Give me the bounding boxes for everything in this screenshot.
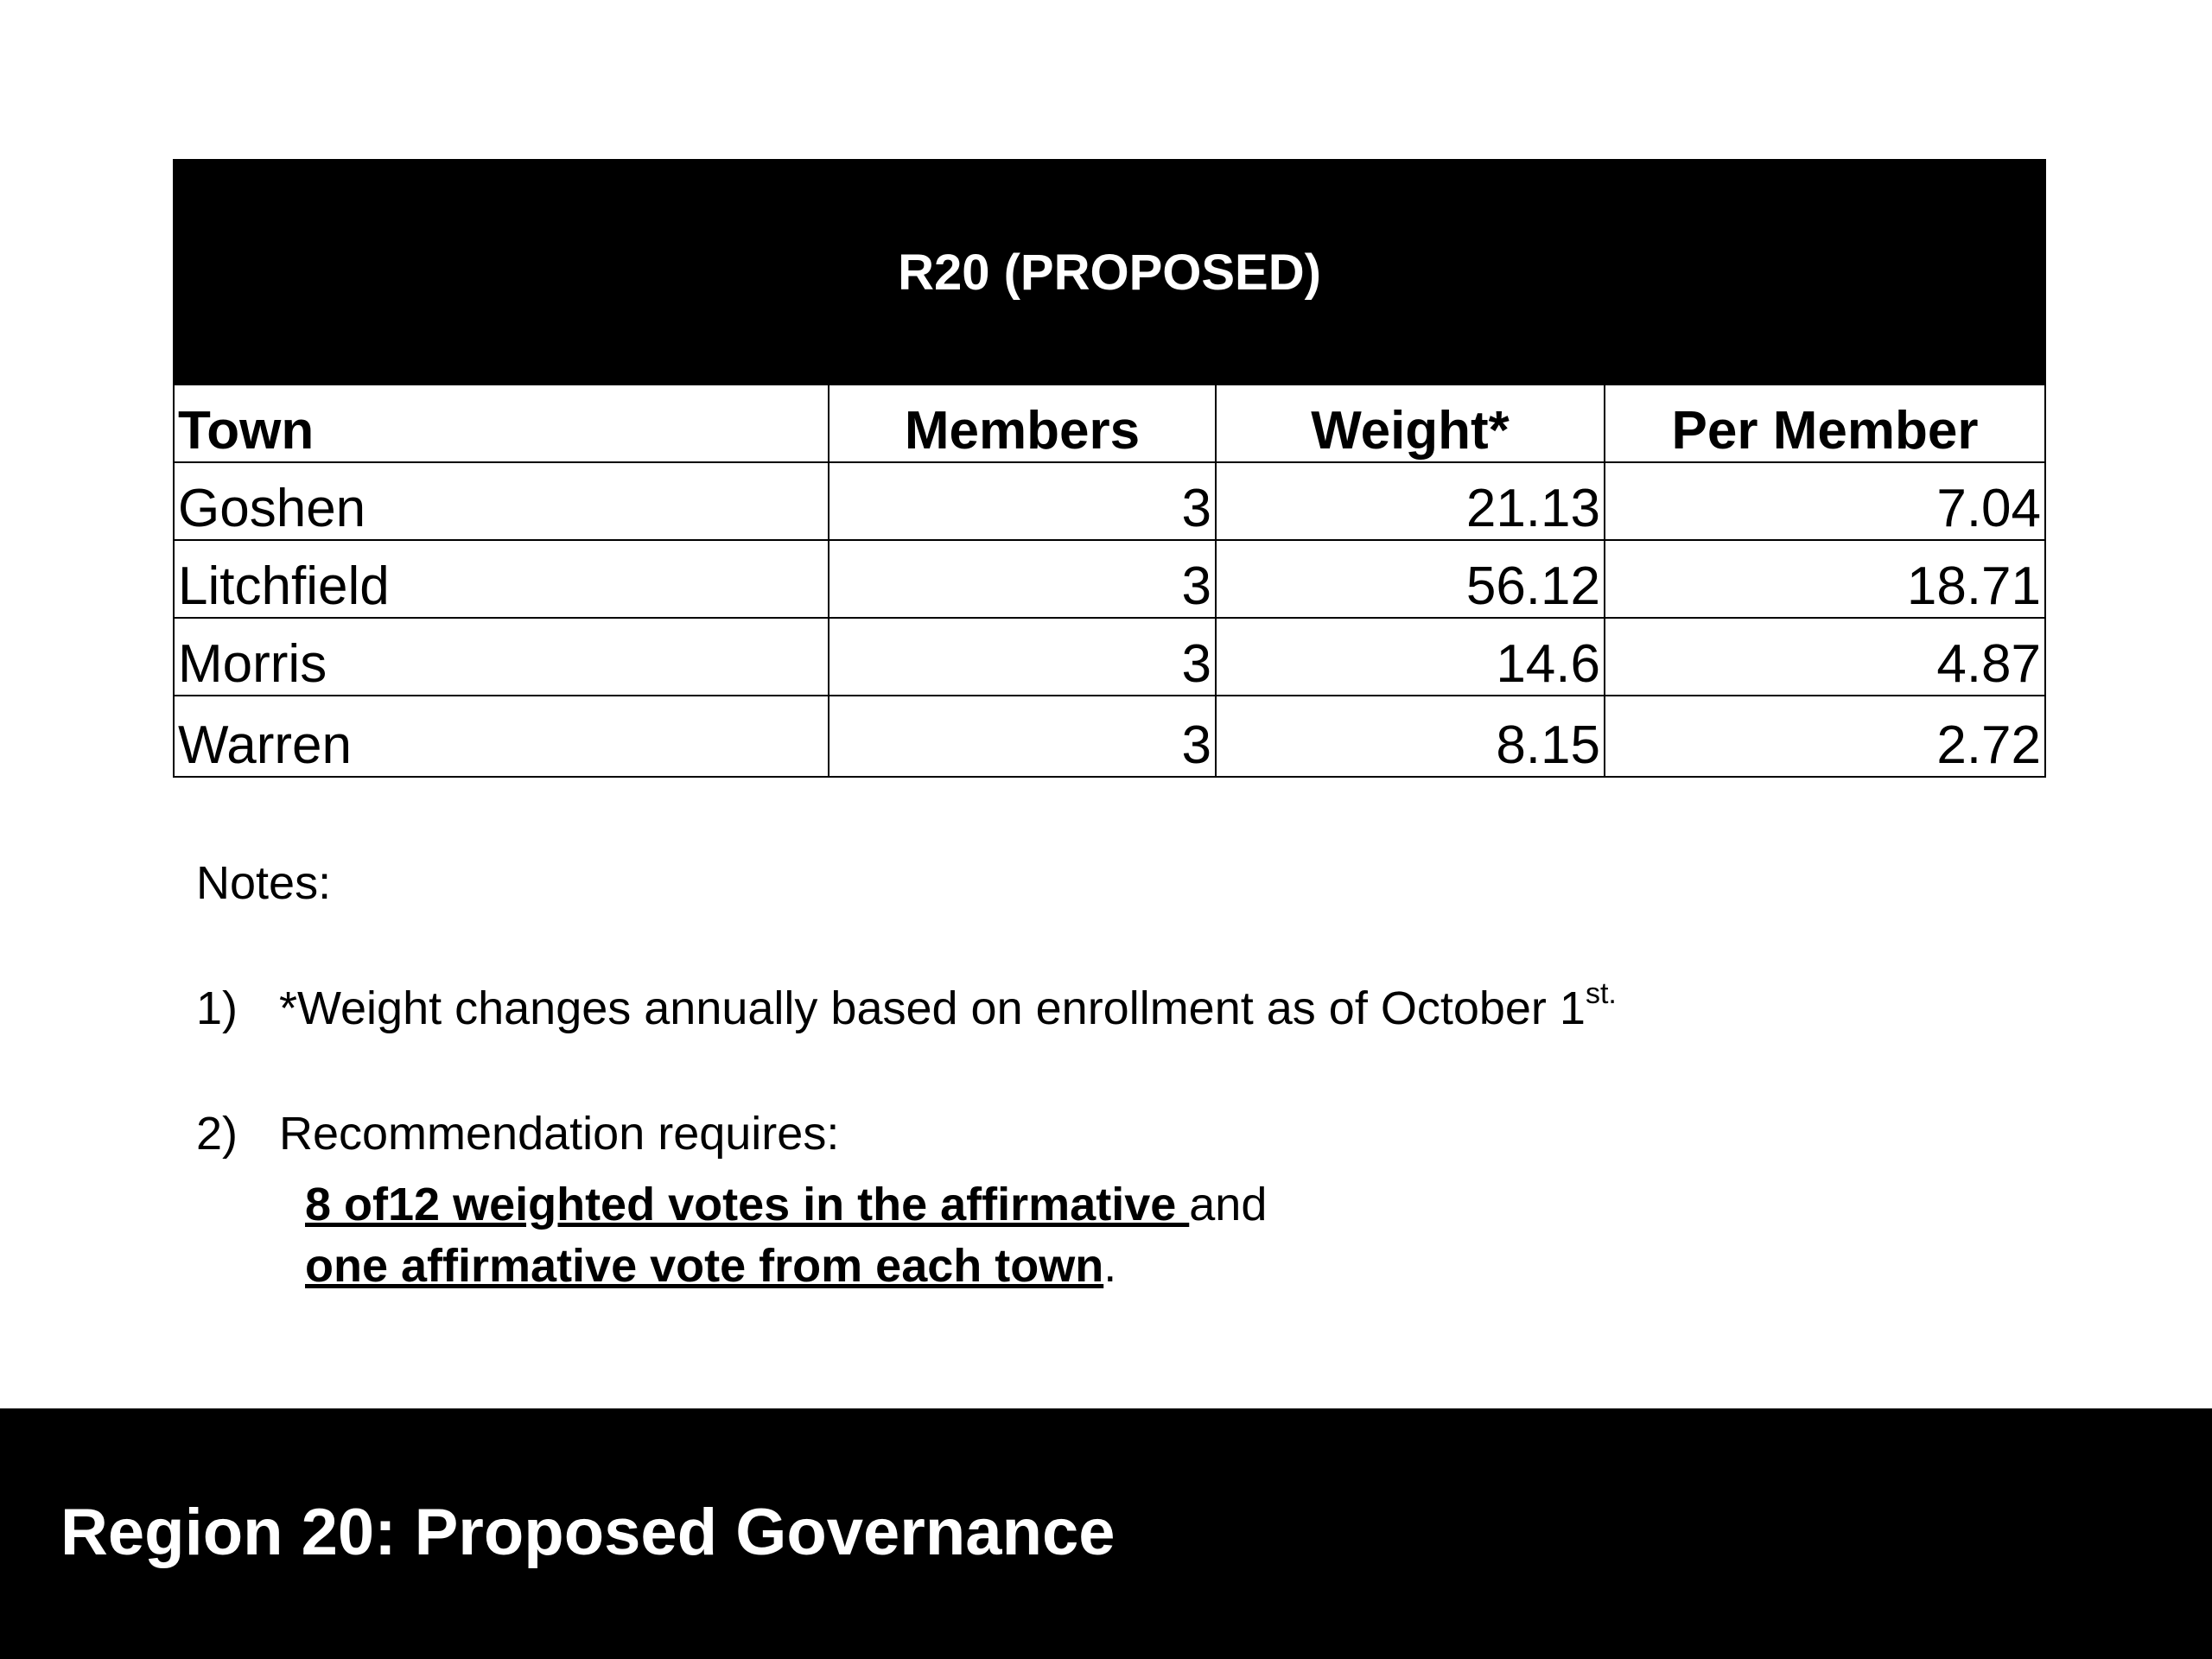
note-number: 2) xyxy=(196,1107,238,1160)
table-title: R20 (PROPOSED) xyxy=(174,160,2045,385)
table-header-row xyxy=(174,385,2045,462)
note-text: *Weight changes annually based on enrollment as of October 1 xyxy=(279,982,1586,1034)
cell-per-member: 18.71 xyxy=(1605,540,2045,618)
cell-per-member: 2.72 xyxy=(1605,696,2045,777)
cell-members: 3 xyxy=(829,462,1216,540)
cell-weight: 21.13 xyxy=(1216,462,1605,540)
cell-members: 3 xyxy=(829,696,1216,777)
cell-weight: 14.6 xyxy=(1216,618,1605,696)
header-members: Members xyxy=(829,385,1216,462)
header-town: Town xyxy=(174,385,829,462)
note-superscript: st. xyxy=(1585,976,1617,1010)
cell-town: Morris xyxy=(174,618,829,696)
cell-town: Goshen xyxy=(174,462,829,540)
cell-per-member: 4.87 xyxy=(1605,618,2045,696)
notes-section xyxy=(196,855,2097,1363)
requirement-line-1 xyxy=(279,1177,2097,1233)
note-item-2 xyxy=(196,1106,2097,1294)
cell-per-member: 7.04 xyxy=(1605,462,2045,540)
note-text: Recommendation requires: xyxy=(279,1107,840,1160)
cell-weight: 56.12 xyxy=(1216,540,1605,618)
cell-members: 3 xyxy=(829,618,1216,696)
cell-members: 3 xyxy=(829,540,1216,618)
requirement-conjunction: and xyxy=(1189,1179,1268,1231)
requirement-each-town: one affirmative vote from each town xyxy=(305,1240,1104,1293)
cell-town: Warren xyxy=(174,696,829,777)
requirement-period: . xyxy=(1103,1240,1117,1293)
note-item-1 xyxy=(196,976,2097,1037)
requirement-line-2 xyxy=(279,1238,2097,1294)
note-number: 1) xyxy=(196,982,238,1034)
slide-title: Region 20: Proposed Governance xyxy=(60,1496,1116,1569)
header-weight: Weight* xyxy=(1216,385,1605,462)
table-row xyxy=(174,540,2045,618)
table-row xyxy=(174,696,2045,777)
header-per-member: Per Member xyxy=(1605,385,2045,462)
cell-town: Litchfield xyxy=(174,540,829,618)
cell-weight: 8.15 xyxy=(1216,696,1605,777)
requirement-weighted-votes: 8 of12 weighted votes in the affirmative xyxy=(305,1179,1190,1231)
table-row xyxy=(174,618,2045,696)
notes-heading: Notes: xyxy=(196,857,332,909)
footer-bar xyxy=(0,1408,2212,1659)
governance-table xyxy=(173,159,2046,778)
table-row xyxy=(174,462,2045,540)
